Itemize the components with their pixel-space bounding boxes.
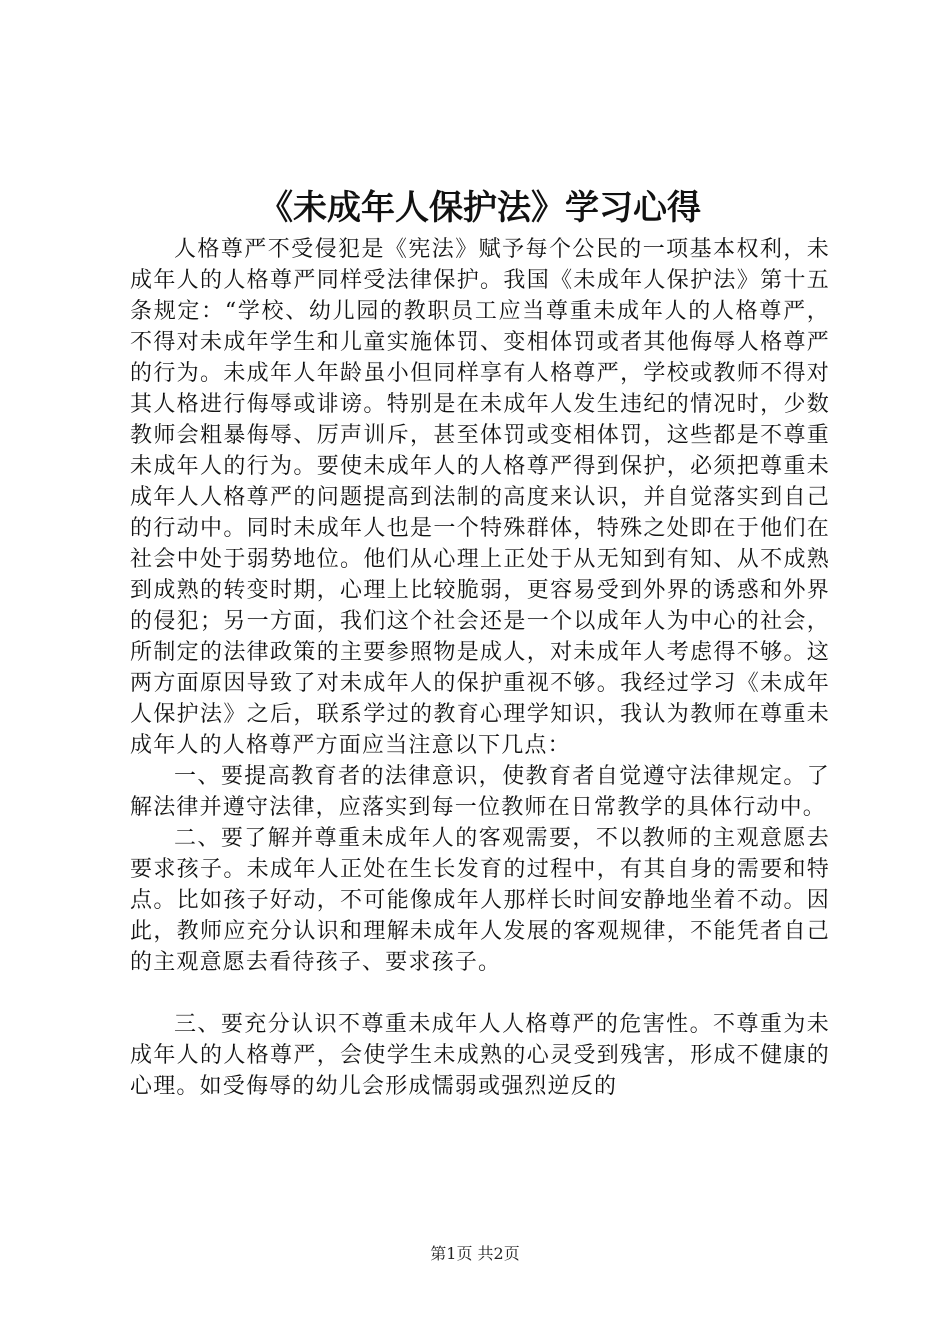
paragraph-point-3: 三、要充分认识不尊重未成年人人格尊严的危害性。不尊重为未成年人的人格尊严，会使学生未成熟的心灵受到残害，形成不健康的心理。如受侮辱的幼儿会形成懦弱或强烈逆反的 (130, 1012, 830, 1099)
paragraph-intro: 人格尊严不受侵犯是《宪法》赋予每个公民的一项基本权利，未成年人的人格尊严同样受法律保护。我国《未成年人保护法》第十五条规定：“学校、幼儿园的教职员工应当尊重未成年人的人格尊严，不得对未成年学生和儿童实施体罚、变相体罚或者其他侮辱人格尊严的行为。未成年人年龄虽小但同样享有人格尊严，学校或教师不得对其人格进行侮辱或诽谤。特别是在未成年人发生违纪的情况时，少数教师会粗暴侮辱、厉声训斥，甚至体罚或变相体罚，这些都是不尊重未成年人的行为。要使未成年人的人格尊严得到保护，必须把尊重未成年人人格尊严的问题提高到法制的高度来认识，并自觉落实到自己的行动中。同时未成年人也是一个特殊群体，特殊之处即在于他们在社会中处于弱势地位。他们从心理上正处于从无知到有知、从不成熟到成熟的转变时期，心理上比较脆弱，更容易受到外界的诱惑和外界的侵犯；另一方面，我们这个社会还是一个以成年人为中心的社会，所制定的法律政策的主要参照物是成人，对未成年人考虑得不够。这两方面原因导致了对未成年人的保护重视不够。我经过学习《未成年人保护法》之后，联系学过的教育心理学知识，我认为教师在尊重未成年人的人格尊严方面应当注意以下几点： (130, 237, 830, 758)
page-footer: 第1页 共2页 (430, 1244, 520, 1263)
paragraph-point-2: 二、要了解并尊重未成年人的客观需要，不以教师的主观意愿去要求孩子。未成年人正处在生长发育的过程中，有其自身的需要和特点。比如孩子好动，不可能像成年人那样长时间安静地坐着不动。因此，教师应充分认识和理解未成年人发展的客观规律，不能凭者自己的主观意愿去看待孩子、要求孩子。 (130, 826, 830, 975)
document-title: 《未成年人保护法》学习心得 (259, 188, 701, 228)
paragraph-point-1: 一、要提高教育者的法律意识，使教育者自觉遵守法律规定。了解法律并遵守法律，应落实到每一位教师在日常教学的具体行动中。 (130, 764, 830, 820)
document-body (130, 234, 830, 1102)
